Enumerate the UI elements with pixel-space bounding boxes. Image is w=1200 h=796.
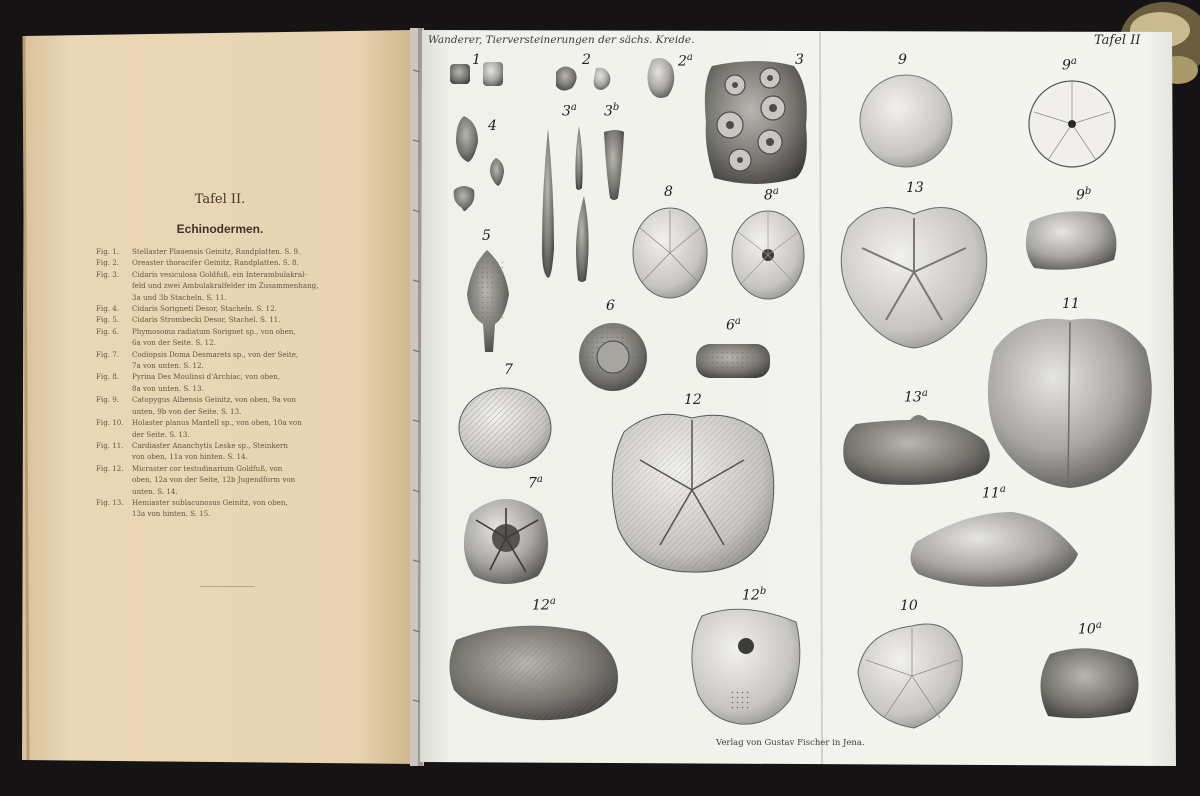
caption-text: 7a von unten. S. 12. [132,361,204,371]
figure-suffix: a [570,102,577,113]
caption-line [96,451,362,462]
fig-11a-label [982,484,1006,502]
caption-fig-number [96,486,132,497]
plate-number: Tafel II [1094,33,1141,48]
caption-line [96,326,362,337]
caption-text: der Seite. S. 13. [132,429,190,439]
figure-number: 3 [795,52,804,68]
figure-number: 10 [1078,621,1096,638]
caption-line [96,440,362,451]
figure-number: 7 [504,362,513,378]
caption-text: Cidaris Sorigneti Desor, Stacheln. S. 12. [132,304,277,314]
fig-8-label [664,184,673,200]
caption-fig-number: Fig. 13. [96,497,124,507]
caption-text: Phymosoma radiatum Sorignet sp., von oben, [132,326,296,336]
caption-text: Catopygus Albensis Geinitz, von oben, 9a von [132,395,296,405]
fig-13-label [906,180,924,196]
caption-line [96,429,362,440]
caption-text: Cidaris Strombecki Desor, Stachel. S. 11. [132,315,281,325]
fig-5-label [482,228,491,244]
figure-suffix: a [999,484,1006,495]
caption-line [96,463,362,474]
figure-number: 6 [726,317,735,334]
caption-line [96,474,362,485]
caption-text: Codiopsis Doma Desmarets sp., von der Seite, [132,349,299,359]
caption-line [96,269,362,280]
plate-title: Tafel II. [194,192,246,207]
fig-12a-label [532,596,556,614]
fig-7a-label [528,474,543,492]
caption-fig-number: Fig. 7. [96,349,120,359]
fig-3b-label [604,102,619,120]
figure-number: 2 [582,52,591,68]
caption-line [96,360,362,371]
fig-12b-label [742,586,766,604]
fig-12-label [684,392,702,408]
caption-fig-number: Fig. 5. [96,315,120,325]
figure-number: 10 [900,598,918,614]
fig-13a-label [904,388,928,406]
caption-list [96,246,362,520]
caption-line [96,292,362,303]
caption-fig-number: Fig. 3. [96,269,120,279]
caption-fig-number: Fig. 9. [96,395,120,405]
figure-number: 11 [1062,296,1080,312]
fig-3a-label [562,102,577,120]
fig-6a-label [726,316,741,334]
caption-text: Cardiaster Ananchytis Leske sp., Steinkern [132,440,288,450]
figure-suffix: a [536,474,543,485]
figure-number: 8 [664,184,673,200]
figure-suffix: b [759,586,767,597]
caption-text: unten. S. 14. [132,486,178,496]
figure-number: 13 [904,389,922,406]
caption-text: Oreaster thoracifer Geinitz, Randplatten. S. 8. [132,258,299,268]
caption-fig-number: Fig. 6. [96,326,120,336]
caption-line [96,303,362,314]
figure-suffix: a [734,316,741,327]
figure-number: 2 [678,53,687,70]
caption-fig-number [96,474,132,485]
caption-line [96,280,362,291]
figure-suffix: a [1070,56,1077,67]
fig-9-label [898,52,907,68]
caption-line [96,394,362,405]
figure-suffix: b [1084,186,1092,197]
caption-fig-number [96,451,132,462]
plate-subtitle: Echinodermen. [176,222,264,236]
caption-fig-number [96,280,132,291]
caption-text: Hemiaster sublacunosus Geinitz, von oben, [132,497,288,507]
figure-number: 9 [1062,57,1071,74]
caption-line [96,337,362,348]
caption-fig-number [96,360,132,371]
caption-line [96,246,362,257]
fig-10a-label [1078,620,1102,638]
figure-number: 3 [562,103,571,120]
caption-fig-number: Fig. 12. [96,463,124,473]
caption-text: von oben, 11a von hinten. S. 14. [132,452,248,462]
figure-suffix: a [686,52,693,63]
caption-fig-number: Fig. 8. [96,372,120,382]
fig-1-label [472,52,481,68]
figure-number: 12 [742,587,760,604]
fig-7-label [504,362,513,378]
figure-number: 4 [488,118,497,134]
fig-9a-label [1062,56,1077,74]
fig-4-label [488,118,497,134]
caption-fig-number: Fig. 10. [96,418,124,428]
caption-text: Stellaster Plauensis Geinitz, Randplatten. S. 9. [132,247,301,256]
figure-suffix: a [1095,620,1102,631]
figure-number: 9 [1076,187,1085,204]
figure-number: 12 [684,392,702,408]
caption-line [96,314,362,325]
fig-11-label [1062,296,1080,312]
publisher-imprint: Verlag von Gustav Fischer in Jena. [716,738,865,748]
caption-text: 6a von der Seite. S. 12. [132,338,216,348]
caption-fig-number [96,292,132,303]
fig-9b-label [1076,186,1091,204]
figure-number: 5 [482,228,491,244]
figure-number: 1 [472,52,481,68]
caption-fig-number [96,383,132,394]
figure-suffix: b [612,102,620,113]
caption-line [96,371,362,382]
caption-text: feld und zwei Ambulakralfelder im Zusammenhang, [132,281,319,291]
caption-text: unten, 9b von der Seite. S. 13. [132,406,242,416]
figure-number: 11 [982,485,1000,502]
caption-fig-number: Fig. 2. [96,258,120,268]
caption-line [96,406,362,417]
figure-number: 3 [604,103,613,120]
caption-line [96,486,362,497]
caption-text: Cidaris vesiculosa Goldfuß, ein Interambulakral- [132,269,307,279]
fig-2-label [582,52,591,68]
figure-number: 9 [898,52,907,68]
caption-text: Pyrina Des Moulinsi d'Archiac, von oben, [132,372,281,382]
caption-line [96,508,362,519]
caption-fig-number [96,429,132,440]
caption-text: 13a von hinten. S. 15. [132,509,211,519]
caption-line [96,383,362,394]
figure-number: 8 [764,187,773,204]
figure-number: 13 [906,180,924,196]
plate-running-header: Wanderer, Tierversteinerungen der sächs. Kreide. [428,34,695,46]
figure-suffix: a [772,186,779,197]
caption-fig-number [96,406,132,417]
figure-number: 7 [528,475,537,492]
caption-text: Holaster planus Mantell sp., von oben, 10a von [132,418,302,428]
caption-text: oben, 12a von der Seite, 12b Jugendform von [132,475,296,485]
caption-fig-number: Fig. 4. [96,304,120,314]
fig-8a-label [764,186,779,204]
fig-2a-label [678,52,693,70]
caption-text: 8a von unten. S. 13. [132,383,204,393]
caption-text: Micraster cor testudinarium Goldfuß, von [132,463,283,473]
caption-line [96,417,362,428]
figure-suffix: a [549,596,556,607]
figure-suffix: a [921,388,928,399]
caption-fig-number [96,508,132,519]
caption-line [96,497,362,508]
caption-text: 3a und 3b Stacheln. S. 11. [132,292,227,302]
fig-6-label [606,298,615,314]
caption-fig-number [96,337,132,348]
caption-fig-number: Fig. 1. [96,247,120,256]
fig-3-label [795,52,804,68]
figure-number: 12 [532,597,550,614]
caption-fig-number: Fig. 11. [96,440,124,450]
caption-line [96,349,362,360]
caption-line [96,257,362,268]
fig-10-label [900,598,918,614]
figure-number: 6 [606,298,615,314]
